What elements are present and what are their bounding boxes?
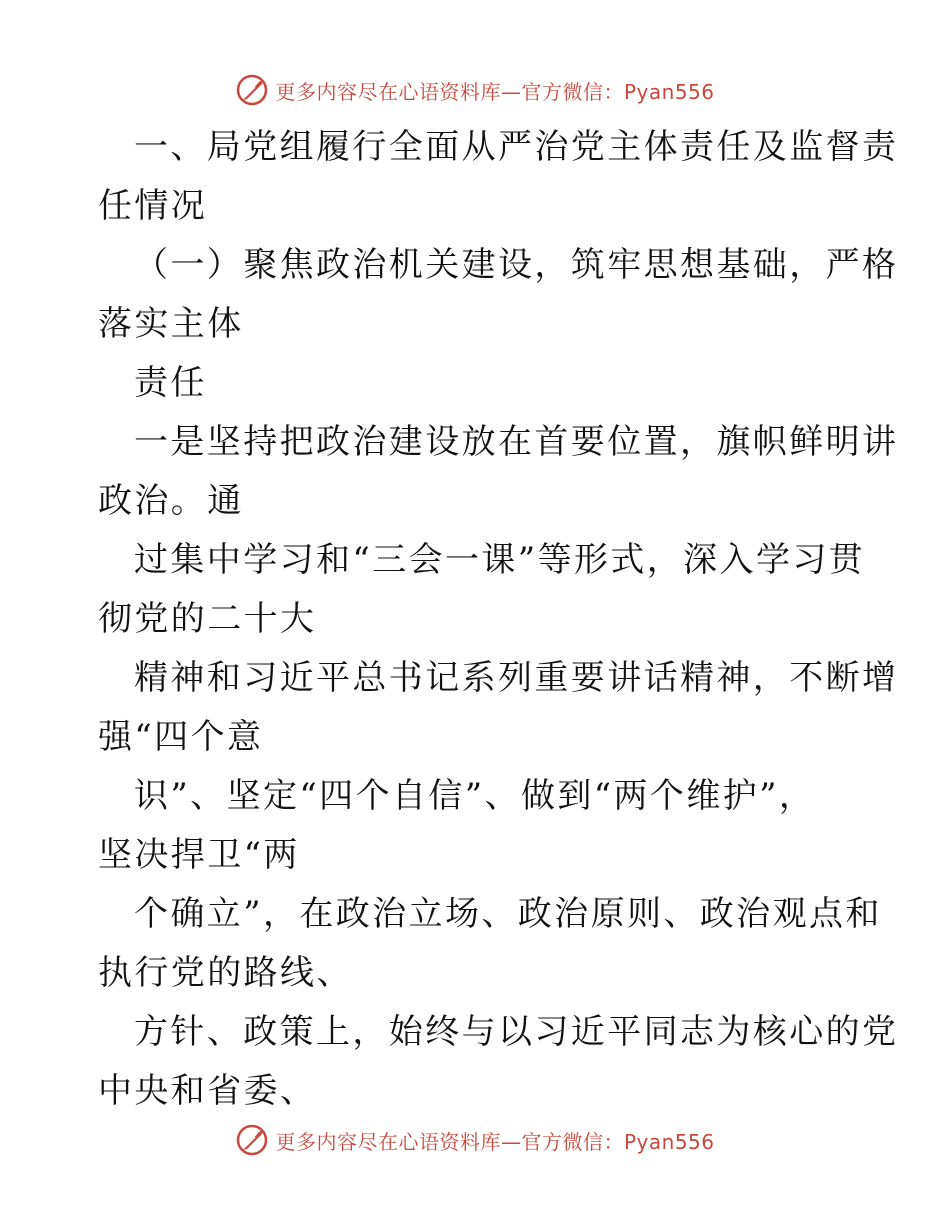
paragraph-line: 识”、坚定“四个自信”、做到“两个维护”， — [134, 776, 816, 816]
footer-watermark — [0, 1120, 950, 1160]
watermark-text-group — [275, 76, 714, 105]
paragraph-line: 过集中学习和“三会一课”等形式，深入学习贯 — [134, 540, 866, 580]
feather-pen-logo-icon — [235, 73, 269, 107]
paragraph-line: 中央和省委、 — [98, 1071, 317, 1111]
paragraph-line: 强“四个意 — [98, 717, 264, 757]
watermark-text-group — [275, 1126, 714, 1155]
heading-line: 一、局党组履行全面从严治党主体责任及监督责 — [134, 127, 899, 167]
paragraph-line: 一是坚持把政治建设放在首要位置，旗帜鲜明讲 — [134, 422, 899, 462]
feather-pen-logo-icon — [235, 1123, 269, 1157]
subheading-line-fragment: 责任 — [134, 363, 207, 403]
watermark-wechat-label: 官方微信： — [521, 79, 624, 104]
watermark-separator: — — [500, 1129, 522, 1154]
watermark-text: 更多内容尽在心语资料库 — [275, 79, 501, 104]
heading-line-continued: 任情况 — [98, 186, 208, 226]
paragraph-line: 方针、政策上，始终与以习近平同志为核心的党 — [134, 1012, 899, 1052]
watermark-text: 更多内容尽在心语资料库 — [275, 1129, 501, 1154]
subheading-line: （一）聚焦政治机关建设，筑牢思想基础，严格 — [134, 245, 899, 285]
paragraph-line: 坚决捍卫“两 — [98, 835, 300, 875]
document-body — [98, 118, 899, 1121]
paragraph-line: 政治。通 — [98, 481, 244, 521]
paragraph-line: 彻党的二十大 — [98, 599, 317, 639]
header-watermark — [0, 70, 950, 110]
paragraph-line: 执行党的路线、 — [98, 953, 353, 993]
watermark-wechat-id: Pyan556 — [623, 1129, 715, 1154]
watermark-separator: — — [500, 79, 522, 104]
paragraph-line: 个确立”，在政治立场、政治原则、政治观点和 — [134, 894, 882, 934]
paragraph-line: 精神和习近平总书记系列重要讲话精神，不断增 — [134, 658, 899, 698]
subheading-line-continued: 落实主体 — [98, 304, 244, 344]
watermark-wechat-label: 官方微信： — [521, 1129, 624, 1154]
watermark-wechat-id: Pyan556 — [623, 79, 715, 104]
